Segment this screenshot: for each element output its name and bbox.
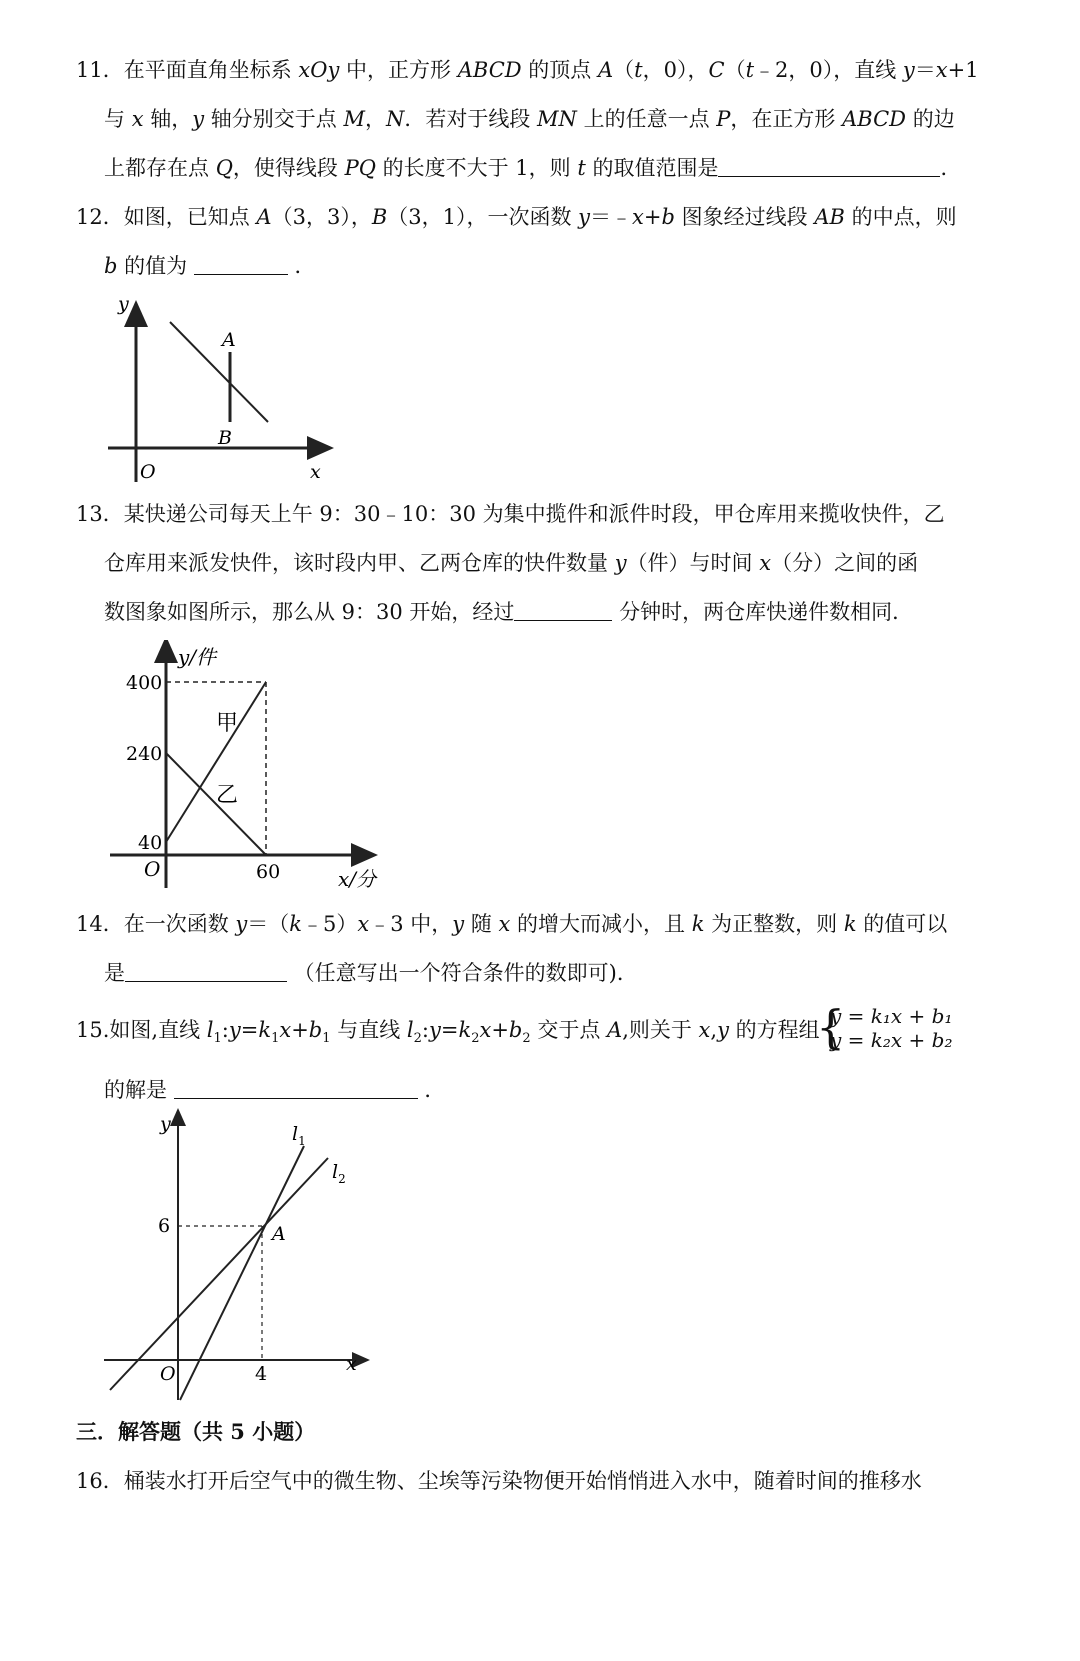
q12-function-line	[170, 322, 268, 422]
q11-line1: 11．在平面直角坐标系 xOy 中，正方形 ABCD 的顶点 A（t，0），C（t﹣2，0），直线 y＝x+1	[76, 58, 979, 82]
q13-series-jia-label: 甲	[216, 711, 239, 736]
q15-number: 15.	[76, 1018, 110, 1042]
q13-figure	[104, 640, 394, 900]
q15-answer-blank[interactable]	[174, 1076, 418, 1099]
q13-series-yi-label: 乙	[216, 783, 239, 808]
q15-equation-system: { y = k₁x + b₁ y = k₂x + b₂	[816, 1000, 953, 1054]
q11-answer-blank[interactable]	[718, 154, 940, 177]
q15-line2: 的解是 ．	[104, 1078, 446, 1102]
q11-number: 11．	[76, 58, 124, 82]
q12-line2: b 的值为 ．	[104, 254, 316, 278]
q13-y-label: y/件	[178, 645, 217, 669]
q11-line3: 上都存在点 Q，使得线段 PQ 的长度不大于 1，则 t 的取值范围是 ．	[104, 156, 962, 180]
q13-line3: 数图象如图所示，那么从 9：30 开始，经过 分钟时，两仓库快递件数相同．	[104, 600, 914, 624]
q16-line1: 16．桶装水打开后空气中的微生物、尘埃等污染物便开始悄悄进入水中，随着时间的推移水	[76, 1469, 922, 1493]
q13-line1: 13．某快递公司每天上午 9：30﹣10：30 为集中揽件和派件时段，甲仓库用来揽收快件，乙	[76, 502, 945, 526]
q13-y-tick-400: 400	[126, 672, 163, 694]
q13-number: 13．	[76, 502, 124, 526]
q12-origin-label: O	[140, 461, 156, 483]
q12-line1: 12．如图，已知点 A（3，3），B（3，1），一次函数 y＝﹣x+b 图象经过线段 AB 的中点，则	[76, 205, 957, 229]
q15-line-l1	[180, 1146, 304, 1400]
q12-answer-blank[interactable]	[194, 252, 288, 275]
q15-line-l2	[110, 1158, 328, 1390]
q16-number: 16．	[76, 1469, 124, 1493]
q13-line2: 仓库用来派发快件，该时段内甲、乙两仓库的快件数量 y（件）与时间 x（分）之间的函	[104, 551, 919, 575]
q12-x-label: x	[310, 461, 321, 483]
q15-y-tick-6: 6	[158, 1215, 171, 1237]
q14-answer-blank[interactable]	[125, 959, 287, 982]
q14-line2: 是 （任意写出一个符合条件的数即可)．	[104, 961, 638, 985]
q13-line-jia	[166, 682, 266, 842]
q15-equation-1: y = k₁x + b₁	[830, 1004, 953, 1028]
q15-x-tick-4: 4	[255, 1363, 268, 1385]
q14-number: 14．	[76, 912, 124, 936]
q13-origin-label: O	[144, 857, 161, 881]
q15-equation-2: y = k₂x + b₂	[830, 1028, 953, 1052]
q15-l1-label: $l_1$	[292, 1123, 306, 1148]
section-3-title: 三．解答题（共 5 小题）	[76, 1419, 316, 1444]
q12-point-a-label: A	[222, 329, 236, 351]
q13-x-label: x/分	[338, 867, 377, 891]
q13-y-tick-40: 40	[138, 832, 163, 854]
q13-x-tick-60: 60	[256, 861, 281, 883]
q12-number: 12．	[76, 205, 124, 229]
q15-y-label: y	[160, 1113, 171, 1135]
q15-figure	[100, 1108, 380, 1408]
q11-line2: 与 x 轴，y 轴分别交于点 M，N．若对于线段 MN 上的任意一点 P，在正方形 ABCD 的边	[104, 107, 955, 131]
q15-l2-label: $l_2$	[332, 1161, 346, 1186]
q13-answer-blank[interactable]	[514, 598, 612, 621]
q15-origin-label: O	[160, 1363, 176, 1385]
q12-figure	[100, 290, 340, 490]
q13-y-tick-240: 240	[126, 743, 163, 765]
q14-line1: 14．在一次函数 y＝（k﹣5）x﹣3 中，y 随 x 的增大而减小，且 k 为正整数，则 k 的值可以	[76, 912, 948, 936]
q12-y-label: y	[118, 293, 129, 315]
q15-x-label: x	[346, 1353, 357, 1375]
q15-line1: 15.如图,直线 $l_1:y=k_1x+b_1$ 与直线 $l_2:y=k_2x+b_2$ 交于点 A,则关于 x,y 的方程组	[76, 1018, 820, 1047]
q15-point-a-label: A	[272, 1223, 286, 1245]
q12-point-b-label: B	[218, 427, 232, 449]
